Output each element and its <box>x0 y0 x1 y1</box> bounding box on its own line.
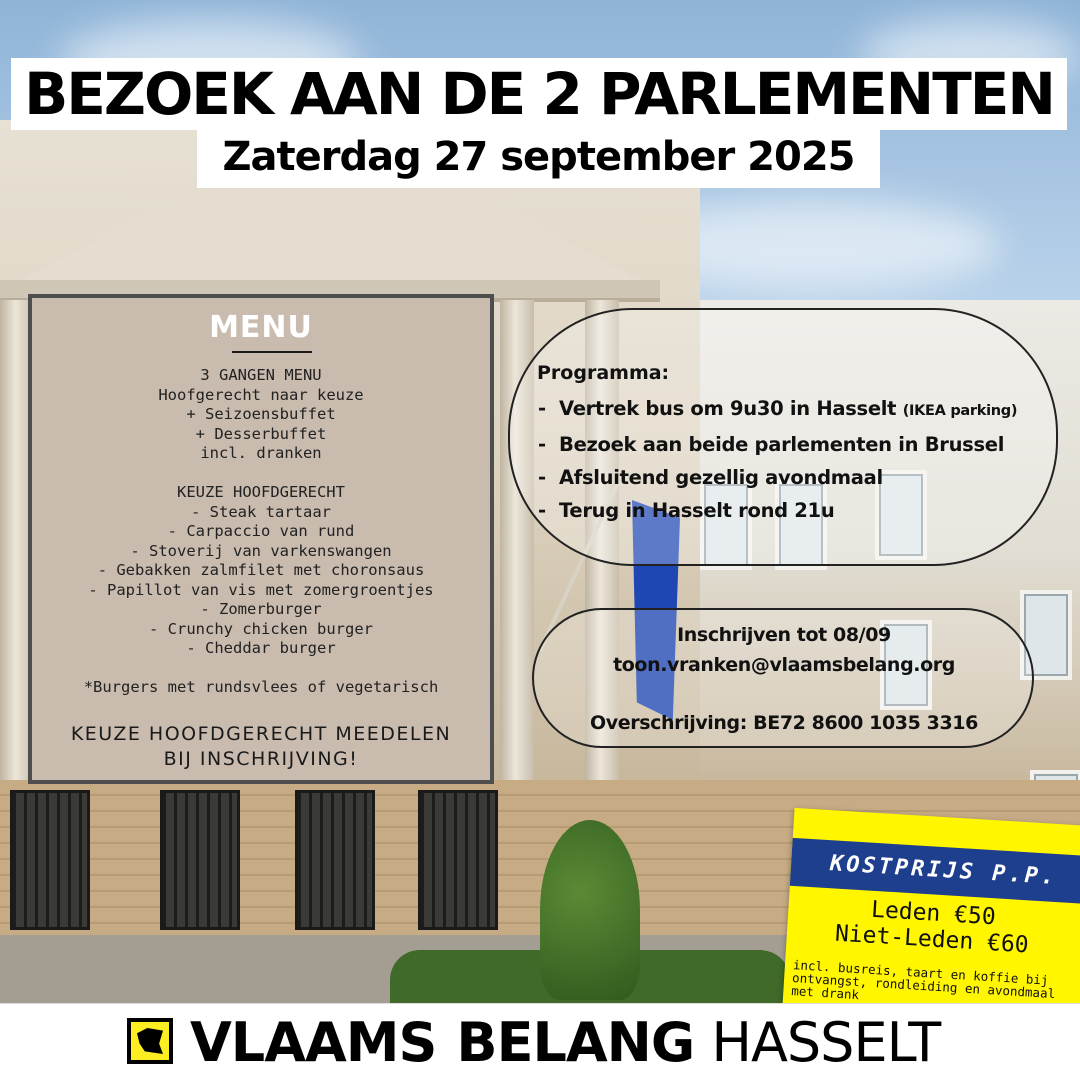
program-item-text: Afsluitend gezellig avondmaal <box>559 466 883 489</box>
menu-content <box>32 366 490 698</box>
choice-heading: KEUZE HOOFDGERECHT <box>177 483 345 501</box>
footer-bar <box>0 1003 1080 1080</box>
menu-line: 3 GANGEN MENU <box>200 366 322 384</box>
choice-item: - Zomerburger <box>200 600 322 618</box>
choice-item: - Carpaccio van rund <box>167 522 355 540</box>
menu-instruction <box>32 722 490 772</box>
program-item-text: Bezoek aan beide parlementen in Brussel <box>559 433 1005 456</box>
menu-line: + Seizoensbuffet <box>186 405 336 423</box>
choice-item: - Gebakken zalmfilet met choronsaus <box>97 561 425 579</box>
program-heading: Programma: <box>537 362 670 384</box>
program-list <box>532 392 1052 527</box>
lion-logo-icon <box>127 1018 173 1064</box>
title-banner <box>11 58 1067 130</box>
burger-note: *Burgers met rundsvlees of vegetarisch <box>83 678 439 696</box>
price-non-members: Niet-Leden €60 <box>834 920 1030 959</box>
lion-icon <box>137 1028 163 1054</box>
menu-instruction-line: BIJ INSCHRIJVING! <box>163 748 359 770</box>
choice-item: - Crunchy chicken burger <box>149 619 373 638</box>
bullet-dash: - <box>538 466 546 489</box>
menu-line: Hoofgerecht naar keuze <box>158 385 364 404</box>
choice-item: - Papillot van vis met zomergroentjes <box>88 580 434 599</box>
program-item-text: Vertrek bus om 9u30 in Hasselt <box>559 397 897 420</box>
date-banner <box>197 128 880 188</box>
menu-panel <box>28 294 494 784</box>
program-item-note: (IKEA parking) <box>902 403 1018 419</box>
bullet-dash: - <box>538 499 546 522</box>
program-item <box>532 494 1052 527</box>
menu-course-block <box>32 366 490 464</box>
program-item <box>532 392 1052 428</box>
brand-location: HASSELT <box>711 1011 941 1074</box>
registration-deadline: Inschrijven tot 08/09 <box>677 624 891 646</box>
choice-item: - Stoverij van varkenswangen <box>130 541 392 560</box>
brand-part: BELANG <box>456 1011 695 1074</box>
program-item <box>532 428 1052 461</box>
page-title: BEZOEK AAN DE 2 PARLEMENTEN <box>24 60 1054 128</box>
menu-choice-block <box>32 483 490 659</box>
price-includes: incl. busreis, taart en koffie bij ontvangst, rondleiding en avondmaal met drank <box>790 957 1056 1003</box>
price-members: Leden €50 <box>870 896 997 931</box>
menu-divider <box>232 351 312 353</box>
program-item <box>532 461 1052 494</box>
price-card <box>782 808 1080 1032</box>
menu-line: + Desserbuffet <box>195 424 327 443</box>
price-heading: KOSTPRIJS P.P. <box>829 851 1058 891</box>
program-bubble <box>508 308 1058 566</box>
menu-line: incl. dranken <box>200 444 322 462</box>
menu-instruction-line: KEUZE HOOFDGERECHT MEEDELEN <box>70 723 452 745</box>
program-item-text: Terug in Hasselt rond 21u <box>559 499 835 522</box>
event-date: Zaterdag 27 september 2025 <box>222 134 855 180</box>
payment-account: Overschrijving: BE72 8600 1035 3316 <box>590 712 978 734</box>
brand-wordmark <box>190 1012 940 1074</box>
menu-heading: MENU <box>209 310 313 345</box>
bullet-dash: - <box>538 397 546 420</box>
bullet-dash: - <box>538 433 546 456</box>
registration-bubble <box>532 608 1034 748</box>
choice-item: - Steak tartaar <box>191 502 331 521</box>
registration-email[interactable]: toon.vranken@vlaamsbelang.org <box>613 654 955 676</box>
choice-item: - Cheddar burger <box>186 639 336 657</box>
brand-part: VLAAMS <box>190 1011 437 1074</box>
